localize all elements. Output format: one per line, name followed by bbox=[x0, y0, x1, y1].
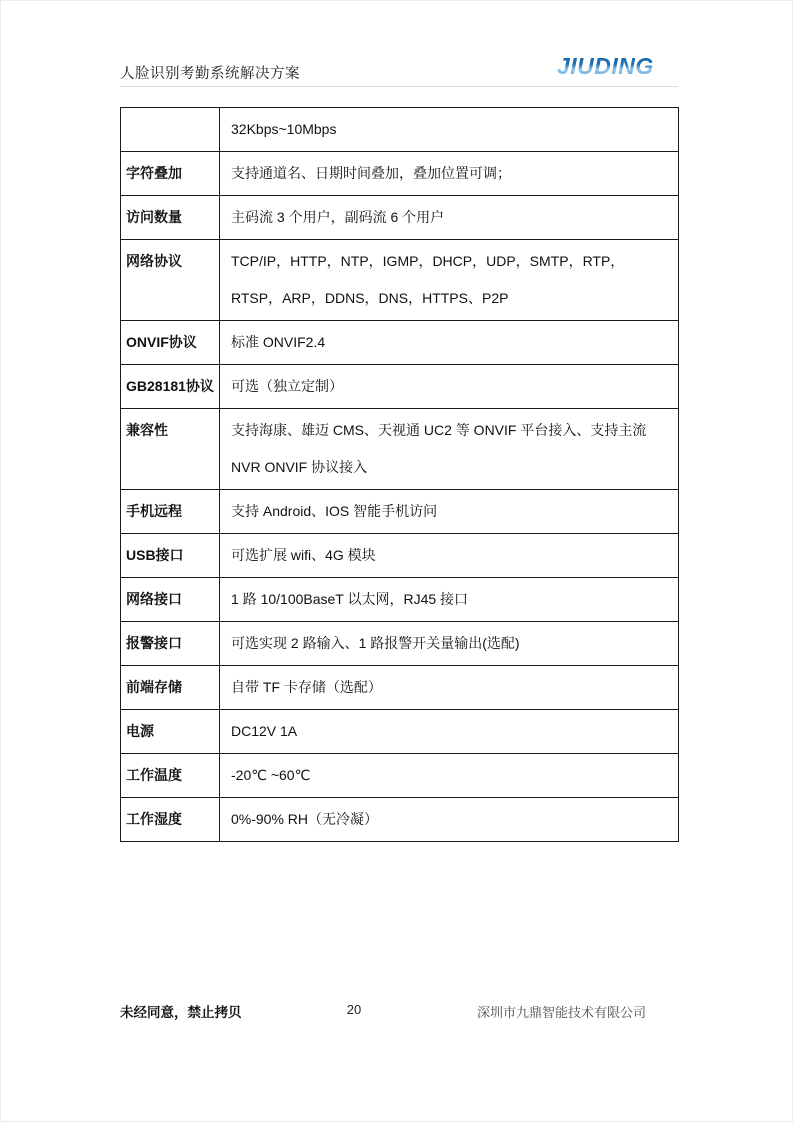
spec-label: 工作温度 bbox=[121, 754, 220, 798]
header-underline bbox=[120, 86, 678, 87]
spec-value: 主码流 3 个用户，副码流 6 个用户 bbox=[220, 196, 679, 240]
page-title: 人脸识别考勤系统解决方案 bbox=[120, 66, 300, 82]
spec-table-row bbox=[121, 321, 679, 365]
footer-copy-notice: 未经同意，禁止拷贝 bbox=[120, 1005, 242, 1020]
spec-label: USB接口 bbox=[121, 534, 220, 578]
spec-label: 访问数量 bbox=[121, 196, 220, 240]
spec-label: 前端存储 bbox=[121, 666, 220, 710]
spec-table-row bbox=[121, 365, 679, 409]
spec-table-row bbox=[121, 240, 679, 321]
footer-company-name: 深圳市九鼎智能技术有限公司 bbox=[476, 1005, 646, 1020]
spec-table-row bbox=[121, 152, 679, 196]
spec-value: 支持海康、雄迈 CMS、天视通 UC2 等 ONVIF 平台接入、支持主流 NVR ONVIF 协议接入 bbox=[220, 409, 679, 490]
spec-table bbox=[120, 107, 679, 842]
spec-table-row bbox=[121, 578, 679, 622]
spec-table-row bbox=[121, 108, 679, 152]
spec-value: TCP/IP，HTTP，NTP，IGMP，DHCP，UDP，SMTP，RTP，RTSP，ARP，DDNS，DNS，HTTPS、P2P bbox=[220, 240, 679, 321]
spec-table-row bbox=[121, 196, 679, 240]
spec-value: 支持 Android、IOS 智能手机访问 bbox=[220, 490, 679, 534]
spec-value: 32Kbps~10Mbps bbox=[220, 108, 679, 152]
spec-label: 网络协议 bbox=[121, 240, 220, 321]
spec-table-row bbox=[121, 710, 679, 754]
spec-table-row bbox=[121, 534, 679, 578]
spec-label: 手机远程 bbox=[121, 490, 220, 534]
spec-label bbox=[121, 108, 220, 152]
spec-value: 自带 TF 卡存储（选配） bbox=[220, 666, 679, 710]
spec-table-row bbox=[121, 798, 679, 842]
spec-table-row bbox=[121, 754, 679, 798]
spec-label: 兼容性 bbox=[121, 409, 220, 490]
spec-label: 工作湿度 bbox=[121, 798, 220, 842]
spec-label: ONVIF协议 bbox=[121, 321, 220, 365]
spec-label: 电源 bbox=[121, 710, 220, 754]
spec-value: 可选扩展 wifi、4G 模块 bbox=[220, 534, 679, 578]
spec-value: 0%-90% RH（无冷凝） bbox=[220, 798, 679, 842]
spec-value: 可选（独立定制） bbox=[220, 365, 679, 409]
spec-value: 1 路 10/100BaseT 以太网，RJ45 接口 bbox=[220, 578, 679, 622]
spec-value: DC12V 1A bbox=[220, 710, 679, 754]
spec-value: 可选实现 2 路输入、1 路报警开关量输出(选配) bbox=[220, 622, 679, 666]
spec-table-row bbox=[121, 409, 679, 490]
jiuding-logo: JIUDING bbox=[557, 53, 654, 79]
spec-value: 支持通道名、日期时间叠加，叠加位置可调； bbox=[220, 152, 679, 196]
spec-label: 网络接口 bbox=[121, 578, 220, 622]
spec-label: 报警接口 bbox=[121, 622, 220, 666]
spec-table-body bbox=[121, 108, 679, 842]
spec-table-row bbox=[121, 622, 679, 666]
spec-label: 字符叠加 bbox=[121, 152, 220, 196]
spec-value: -20℃ ~60℃ bbox=[220, 754, 679, 798]
spec-table-row bbox=[121, 666, 679, 710]
spec-label: GB28181协议 bbox=[121, 365, 220, 409]
footer-page-number: 20 bbox=[346, 1002, 362, 1017]
spec-table-row bbox=[121, 490, 679, 534]
spec-value: 标准 ONVIF2.4 bbox=[220, 321, 679, 365]
